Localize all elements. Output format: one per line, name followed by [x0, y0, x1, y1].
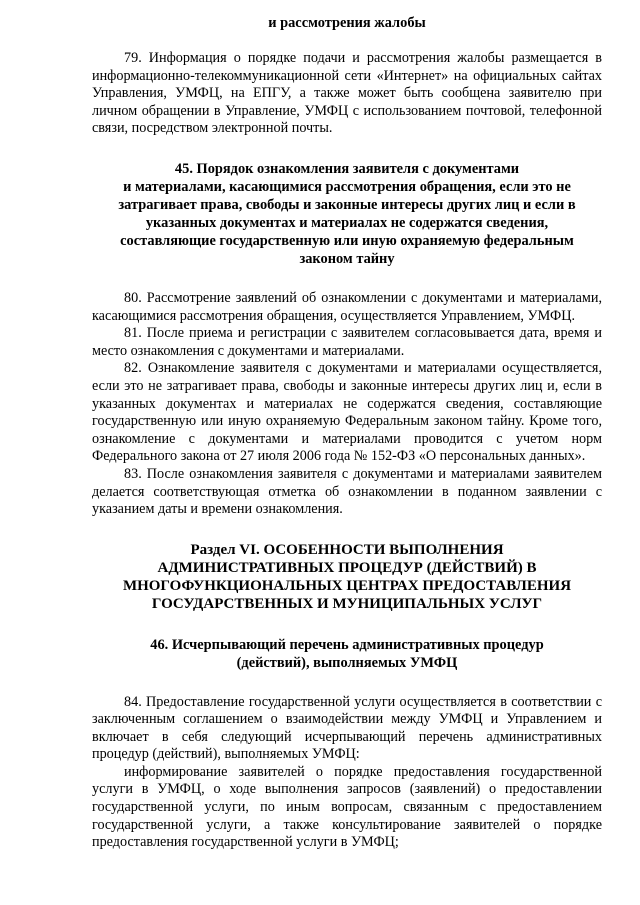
section-45-heading [92, 160, 602, 268]
section-46-line: (действий), выполняемых УМФЦ [236, 654, 458, 671]
paragraph-84-item-1: информирование заявителей о порядке предоставления государственной услуги в УМФЦ, о ходе выполнения запросов (заявлений) о предоставлении государственной услуги, по иным вопросам, связанным с предоставлением государственной услуги, а также консультирование заявителей о порядке предоставления государственной услуги в УМФЦ; [92, 763, 602, 851]
document-page [92, 14, 602, 852]
section-6-heading [92, 541, 602, 614]
section-46-heading [92, 636, 602, 672]
top-heading: и рассмотрения жалобы [268, 15, 426, 31]
section-6-line: АДМИНИСТРАТИВНЫХ ПРОЦЕДУР (ДЕЙСТВИЙ) В [157, 559, 537, 576]
paragraph-81: 81. После приема и регистрации с заявителем согласовывается дата, время и место ознакомления с документами и материалами. [92, 325, 602, 359]
section-45-line: затрагивает права, свободы и законные интересы других лиц и если в [118, 196, 576, 213]
section-6-line: МНОГОФУНКЦИОНАЛЬНЫХ ЦЕНТРАХ ПРЕДОСТАВЛЕНИЯ [122, 578, 572, 595]
paragraph-83: 83. После ознакомления заявителя с документами и материалами заявителем делается соответствующая отметка об ознакомлении в поданном заявлении с указанием даты и времени ознакомления. [92, 465, 602, 518]
section-45-line: 45. Порядок ознакомления заявителя с документами [174, 160, 520, 177]
section-45-line: указанных документах и материалах не содержатся сведения, [145, 214, 549, 231]
paragraph-80: 80. Рассмотрение заявлений об ознакомлении с документами и материалами, касающимися рассмотрения обращения, осуществляется Управлением, УМФЦ. [92, 289, 602, 324]
section-45-line: и материалами, касающимися рассмотрения обращения, если это не [123, 178, 571, 195]
section-46-line: 46. Исчерпывающий перечень административных процедур [150, 636, 544, 653]
section-6-line: Раздел VI. ОСОБЕННОСТИ ВЫПОЛНЕНИЯ [190, 541, 504, 558]
section-6-line: ГОСУДАРСТВЕННЫХ И МУНИЦИПАЛЬНЫХ УСЛУГ [151, 596, 543, 613]
section-45-line: законом тайну [299, 250, 395, 267]
paragraph-79: 79. Информация о порядке подачи и рассмотрения жалобы размещается в информационно-телекоммуникационной сети «Интернет» на официальных сайтах Управления, УМФЦ, на ЕПГУ, а также может быть сообщена заявителю при личном обращении в Управление, УМФЦ с использованием почтовой, телефонной связи, посредством электронной почты. [92, 50, 602, 137]
paragraph-82: 82. Ознакомление заявителя с документами и материалами осуществляется, если это не затрагивает права, свободы и законные интересы других лиц и, если в указанных документах и материалах не содержатся сведения, составляющие государственную или иную охраняемую Федеральным законом тайну. Кроме того, ознакомление с документами и материалами проводится с учетом норм Федерального закона от 27 июля 2006 года № 152-ФЗ «О персональных данных». [92, 360, 602, 465]
section-45-line: составляющие государственную или иную охраняемую федеральным [120, 232, 574, 249]
paragraph-84: 84. Предоставление государственной услуги осуществляется в соответствии с заключенным соглашением о взаимодействии между УМФЦ и Управлением и включает в себя следующий исчерпывающий перечень административных процедур (действий), выполняемых УМФЦ: [92, 693, 602, 763]
